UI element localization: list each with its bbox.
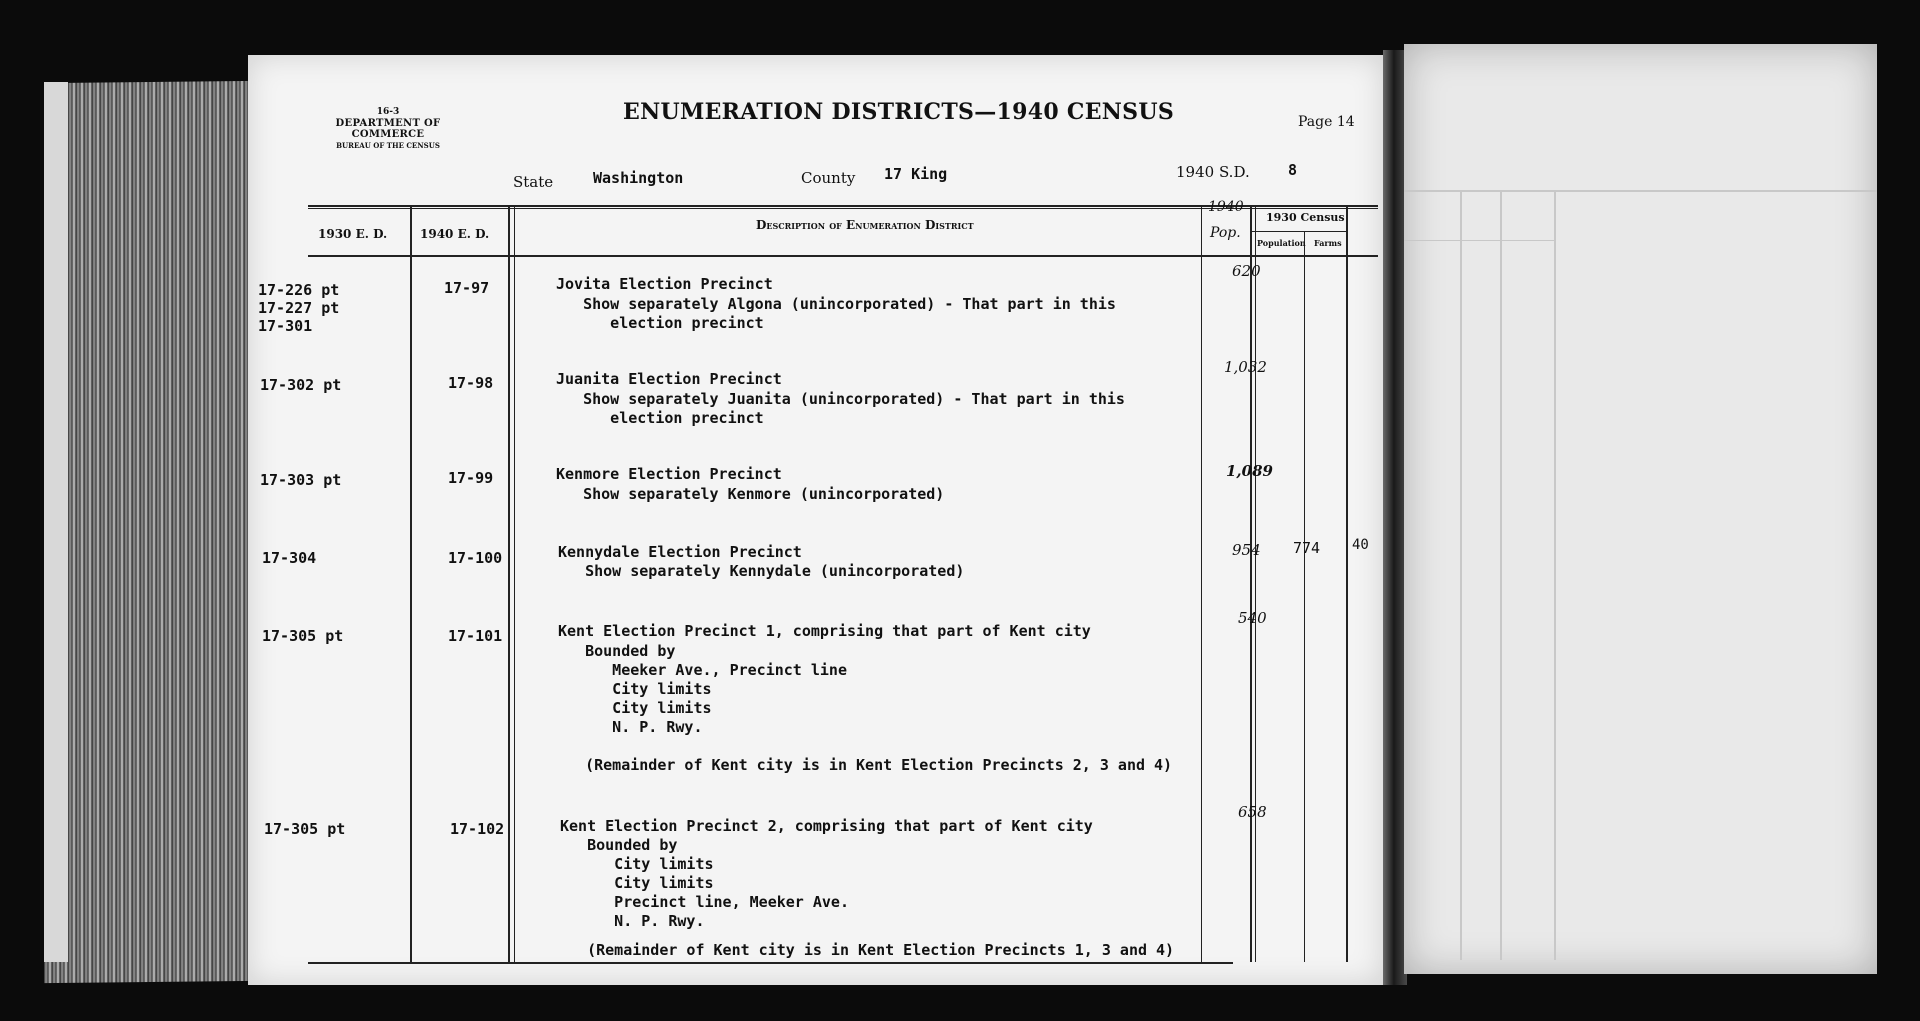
pop1940-value: 1,089 [1226, 462, 1273, 480]
ed1930-value: 17-305 pt [262, 627, 344, 645]
bureau-name: BUREAU OF THE CENSUS [336, 141, 440, 150]
ed1940-value: 17-97 [444, 279, 490, 297]
col-head-description: Description of Enumeration District [756, 218, 974, 232]
ed1940-value: 17-101 [448, 627, 503, 645]
col-head-1940-pop: Pop. [1210, 225, 1241, 241]
col-divider-5 [1304, 231, 1305, 962]
description-line: election precinct [556, 314, 764, 332]
table-bottom-rule [308, 962, 1233, 964]
description-line: Juanita Election Precinct [556, 370, 782, 388]
description-line: Bounded by [558, 642, 676, 660]
pop1930-value: 774 [1293, 539, 1321, 557]
pop1940-value: 954 [1232, 541, 1261, 559]
col-head-1930-census: 1930 Census [1266, 211, 1345, 224]
facing-page [1404, 44, 1877, 974]
description-line: (Remainder of Kent city is in Kent Election Precincts 2, 3 and 4) [558, 756, 1173, 774]
col-divider-2 [508, 207, 510, 962]
page-number: Page 14 [1298, 114, 1355, 130]
sd-label: 1940 S.D. [1176, 163, 1250, 181]
description-line: Jovita Election Precinct [556, 275, 773, 293]
description-line: Kenmore Election Precinct [556, 465, 782, 483]
farms1930-value: 40 [1352, 537, 1369, 553]
ghost-rule [1500, 190, 1502, 960]
col-head-1940-pop-year: 1940 [1208, 199, 1244, 215]
ed1930-value: 17-304 [262, 549, 317, 567]
header-bottom-rule [308, 255, 1378, 257]
county-value: 17 King [884, 165, 948, 183]
ed1940-value: 17-100 [448, 549, 503, 567]
page-stack-edge [44, 81, 262, 983]
col-divider-1 [410, 207, 412, 962]
description-line: Kennydale Election Precinct [558, 543, 802, 561]
sd-value: 8 [1288, 161, 1298, 179]
description-line: (Remainder of Kent city is in Kent Election Precincts 1, 3 and 4) [560, 941, 1175, 959]
pop1940-value: 620 [1232, 262, 1261, 280]
col-divider-3 [1201, 207, 1202, 962]
description-line: Show separately Juanita (unincorporated) - That part in this [556, 390, 1125, 408]
ghost-rule [1404, 190, 1877, 192]
description-line: Show separately Algona (unincorporated) - That part in this [556, 295, 1116, 313]
department-block [303, 107, 473, 151]
ed1930-value: 17-302 pt [260, 376, 342, 394]
description-line: City limits [560, 855, 714, 873]
pop1940-value: 540 [1238, 609, 1267, 627]
state-value: Washington [593, 169, 684, 187]
ghost-rule [1554, 190, 1556, 960]
ed1930-value: 17-303 pt [260, 471, 342, 489]
col-head-1940-ed: 1940 E. D. [420, 227, 490, 241]
department-name: DEPARTMENT OF COMMERCE [335, 118, 441, 140]
description-line: election precinct [556, 409, 764, 427]
col-divider-6 [1346, 207, 1348, 962]
ghost-rule [1404, 240, 1554, 241]
pop1940-value: 658 [1238, 803, 1267, 821]
description-line: Show separately Kenmore (unincorporated) [556, 485, 945, 503]
form-code: 16-3 [376, 107, 400, 117]
description-line: City limits [560, 874, 714, 892]
ed1930-value: 17-305 pt [264, 820, 346, 838]
ed1930-value: 17-227 pt [258, 299, 340, 317]
ed1940-value: 17-98 [448, 374, 494, 392]
ed1940-value: 17-99 [448, 469, 494, 487]
ed1940-value: 17-102 [450, 820, 505, 838]
description-line: N. P. Rwy. [558, 718, 703, 736]
page-title: ENUMERATION DISTRICTS—1940 CENSUS [623, 99, 1175, 125]
census-page [248, 55, 1383, 985]
col-divider-4b [1255, 207, 1256, 962]
ed1930-value: 17-226 pt [258, 281, 340, 299]
description-line: Meeker Ave., Precinct line [558, 661, 847, 679]
description-line: Bounded by [560, 836, 678, 854]
description-line: Precinct line, Meeker Ave. [560, 893, 849, 911]
col-head-farms: Farms [1314, 238, 1342, 248]
pop1940-value: 1,032 [1224, 358, 1267, 376]
col-head-population: Population [1257, 238, 1306, 248]
state-label: State [513, 173, 554, 191]
census-sub-rule [1252, 231, 1348, 232]
description-line: City limits [558, 680, 712, 698]
col-divider-2b [514, 207, 515, 962]
col-divider-4 [1250, 207, 1252, 962]
description-line: Kent Election Precinct 2, comprising that part of Kent city [560, 817, 1093, 835]
description-line: N. P. Rwy. [560, 912, 705, 930]
description-line: Kent Election Precinct 1, comprising that part of Kent city [558, 622, 1091, 640]
description-line: Show separately Kennydale (unincorporated) [558, 562, 965, 580]
page-stack-highlight [44, 82, 68, 962]
description-line: City limits [558, 699, 712, 717]
county-label: County [801, 169, 856, 187]
ghost-rule [1460, 190, 1462, 960]
ed1930-value: 17-301 [258, 317, 313, 335]
col-head-1930-ed: 1930 E. D. [318, 227, 388, 241]
